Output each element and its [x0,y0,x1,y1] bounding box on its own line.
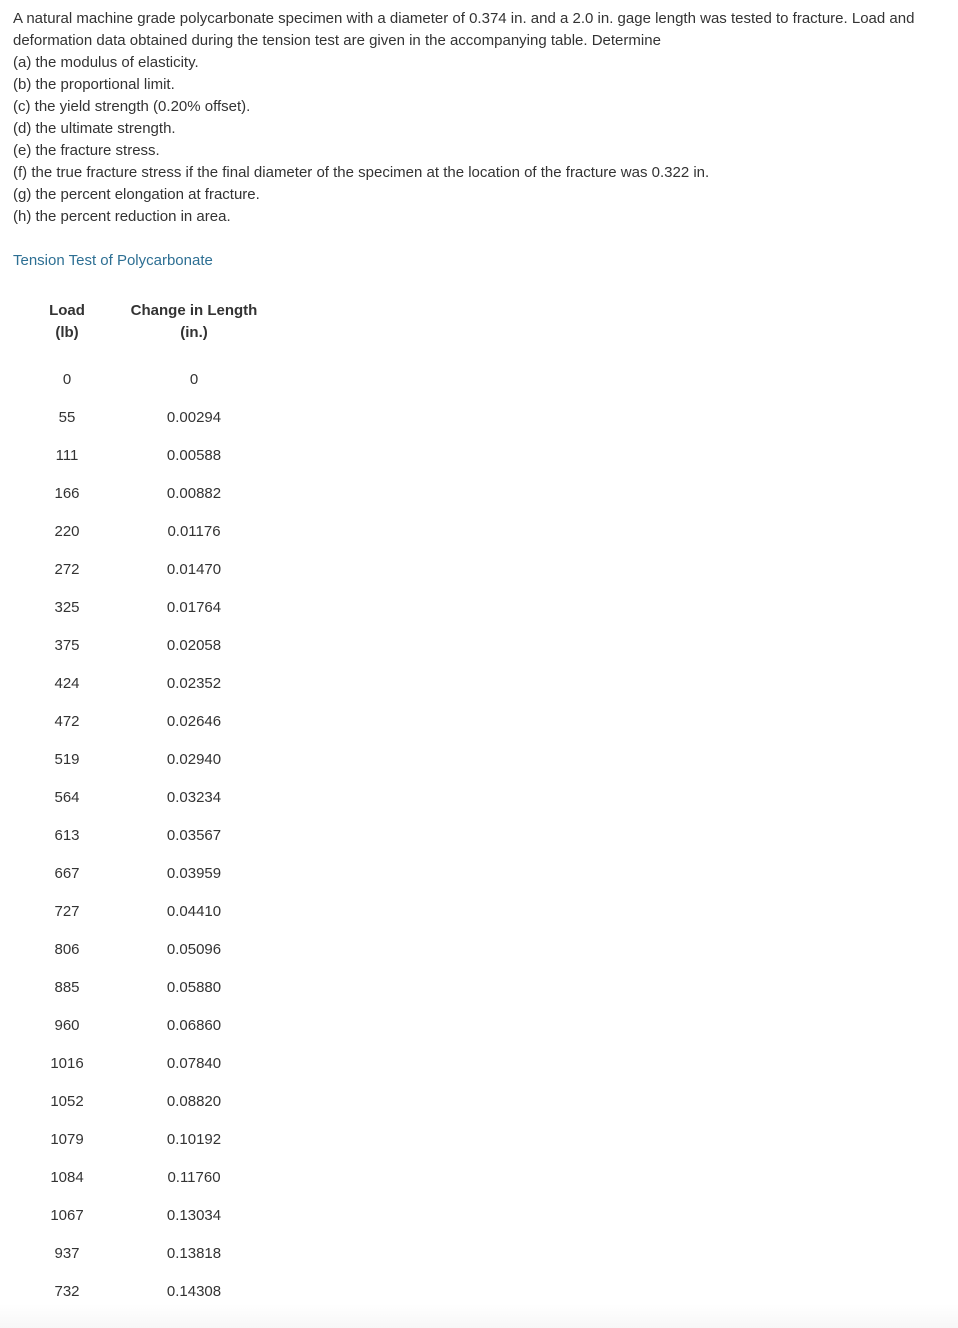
load-cell: 732 [54,1282,80,1300]
change-in-length-cell: 0.01176 [167,522,221,540]
problem-parts-list [13,52,948,228]
load-cell: 472 [54,712,80,730]
load-cell: 424 [54,674,80,692]
change-in-length-cell: 0.05880 [166,978,222,996]
change-in-length-cell: 0.11760 [167,1168,221,1186]
change-in-length-cell: 0.13034 [166,1206,222,1224]
table-row [21,930,275,968]
change-in-length-cell: 0.05096 [166,940,222,958]
change-in-length-cell: 0.10192 [166,1130,222,1148]
change-in-length-cell: 0.03234 [166,788,222,806]
change-in-length-cell: 0.02940 [166,750,222,768]
problem-part-h: (h) the percent reduction in area. [13,208,231,225]
load-cell: 667 [54,864,80,882]
change-in-length-cell: 0.08820 [166,1092,222,1110]
header-change-in-length: Change in Length (in.) [130,302,258,341]
load-cell: 1016 [50,1054,84,1072]
table-row [21,1006,275,1044]
change-in-length-cell: 0.13818 [166,1244,222,1262]
load-cell: 111 [55,446,79,464]
table-body [21,360,275,1310]
tension-test-table [21,300,275,1310]
table-row [21,360,275,398]
load-cell: 0 [62,370,72,388]
load-cell: 960 [54,1016,80,1034]
change-in-length-cell: 0.01470 [166,560,222,578]
table-row [21,1234,275,1272]
change-in-length-cell: 0.07840 [166,1054,222,1072]
table-row [21,550,275,588]
table-row [21,1196,275,1234]
table-row [21,664,275,702]
change-in-length-cell: 0.03959 [166,864,222,882]
table-row [21,1158,275,1196]
load-cell: 564 [54,788,80,806]
header-load: Load (lb) [49,302,85,341]
footer-band [0,1304,958,1328]
table-row [21,1082,275,1120]
table-row [21,512,275,550]
change-in-length-cell: 0.00294 [166,408,222,426]
problem-part-a: (a) the modulus of elasticity. [13,54,199,71]
change-in-length-cell: 0.14308 [166,1282,222,1300]
load-cell: 613 [54,826,80,844]
table-row [21,1044,275,1082]
change-in-length-cell: 0.01764 [166,598,222,616]
table-row [21,892,275,930]
table-row [21,398,275,436]
table-row [21,1120,275,1158]
table-row [21,778,275,816]
load-cell: 1052 [50,1092,84,1110]
change-in-length-cell: 0.02352 [166,674,222,692]
load-cell: 937 [54,1244,80,1262]
load-cell: 519 [54,750,80,768]
load-cell: 1067 [50,1206,84,1224]
change-in-length-cell: 0.00588 [166,446,222,464]
change-in-length-cell: 0.02646 [166,712,222,730]
change-in-length-cell: 0.00882 [166,484,222,502]
table-row [21,702,275,740]
load-cell: 1084 [50,1168,84,1186]
load-cell: 220 [54,522,80,540]
change-in-length-cell: 0.04410 [166,902,222,920]
problem-part-d: (d) the ultimate strength. [13,120,176,137]
table-row [21,474,275,512]
problem-part-e: (e) the fracture stress. [13,142,160,159]
table-header-row [21,300,275,360]
change-in-length-cell: 0.03567 [166,826,222,844]
load-cell: 885 [54,978,80,996]
load-cell: 166 [54,484,80,502]
table-row [21,968,275,1006]
problem-part-g: (g) the percent elongation at fracture. [13,186,260,203]
change-in-length-cell: 0.06860 [166,1016,222,1034]
change-in-length-cell: 0 [189,370,199,388]
table-row [21,816,275,854]
table-row [21,436,275,474]
load-cell: 55 [58,408,76,426]
load-cell: 1079 [50,1130,84,1148]
problem-part-f: (f) the true fracture stress if the final diameter of the specimen at the location of the fracture was 0.322 in. [13,164,710,181]
table-row [21,740,275,778]
load-cell: 727 [54,902,80,920]
change-in-length-cell: 0.02058 [166,636,222,654]
problem-part-b: (b) the proportional limit. [13,76,175,93]
table-row [21,854,275,892]
problem-part-c: (c) the yield strength (0.20% offset). [13,98,251,115]
load-cell: 325 [54,598,80,616]
table-row [21,588,275,626]
table-row [21,626,275,664]
table-caption: Tension Test of Polycarbonate [13,252,213,269]
load-cell: 375 [54,636,80,654]
problem-content [13,8,948,1310]
load-cell: 272 [54,560,80,578]
problem-intro: A natural machine grade polycarbonate specimen with a diameter of 0.374 in. and a 2.0 in. gage length was tested to fracture. Load and deformation data obtained during the tension test are given in the accompanying table. Determine [13,10,915,49]
load-cell: 806 [54,940,80,958]
